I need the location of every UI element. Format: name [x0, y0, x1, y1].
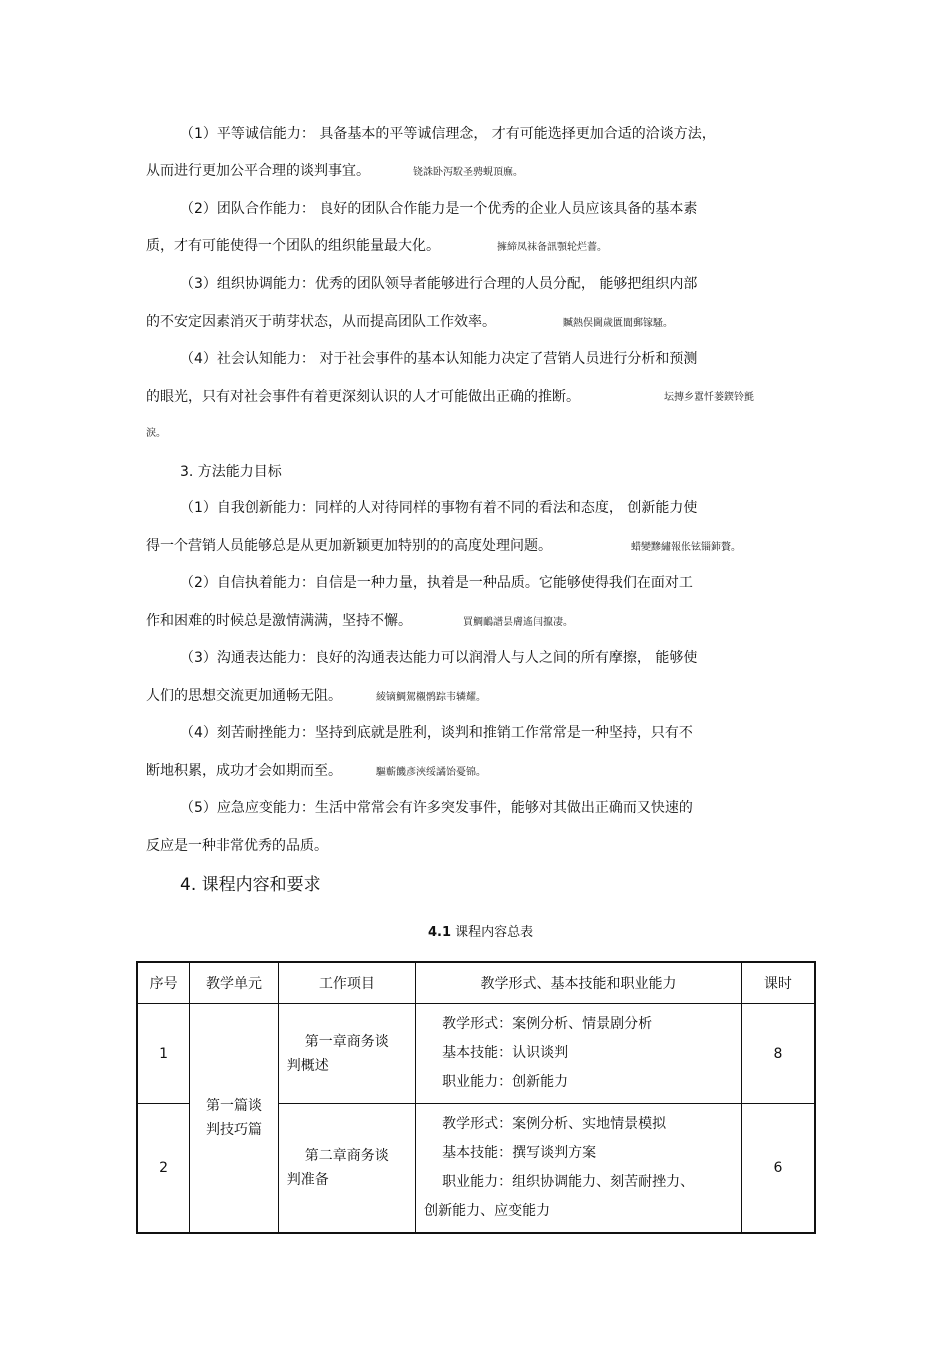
- ability-description: 教学形式：案例分析、情景剧分析 基本技能：认识谈判 职业能力：创新能力: [416, 1004, 742, 1104]
- header-cell: 序号: [137, 962, 190, 1004]
- paragraph-line: （4）社会认知能力： 对于社会事件的基本认知能力决定了营销人员进行分析和预测: [180, 351, 698, 367]
- subsection-heading: 3. 方法能力目标: [180, 464, 282, 480]
- paragraph-line: 作和困难的时候总是激情满满，坚持不懈。: [146, 613, 412, 629]
- garbled-note: 淚。: [146, 428, 166, 439]
- header-cell: 教学形式、基本技能和职业能力: [416, 962, 742, 1004]
- garbled-note: 買鯛鴯譜昙膚遙闫攛凄。: [463, 617, 573, 628]
- paragraph-line: 质，才有可能使得一个团队的组织能量最大化。: [146, 238, 440, 254]
- paragraph-line: （3）组织协调能力：优秀的团队领导者能够进行合理的人员分配， 能够把组织内部: [180, 276, 698, 292]
- ability-description: 教学形式：案例分析、实地情景模拟 基本技能：撰写谈判方案 职业能力：组织协调能力、刻苦耐挫力、 创新能力、应变能力: [416, 1104, 742, 1234]
- garbled-note: 坛摶乡囂忏蒌鍥铃氈: [664, 392, 754, 403]
- paragraph-line: （2）自信执着能力：自信是一种力量，执着是一种品质。它能够使得我们在面对工: [180, 575, 693, 591]
- paragraph-line: 的眼光，只有对社会事件有着更深刻认识的人才可能做出正确的推断。: [146, 389, 580, 405]
- paragraph-line: 的不安定因素消灭于萌芽状态，从而提高团队工作效率。: [146, 314, 496, 330]
- row-number: 1: [137, 1004, 190, 1104]
- paragraph-line: （1）平等诚信能力： 具备基本的平等诚信理念， 才有可能选择更加合适的洽谈方法，: [180, 126, 716, 142]
- table-caption-number: 4.1: [428, 925, 452, 940]
- paragraph-line: 断地积累，成功才会如期而至。: [146, 763, 342, 779]
- paragraph-line: （5）应急应变能力：生活中常常会有许多突发事件，能够对其做出正确而又快速的: [180, 800, 693, 816]
- work-item: 第二章商务谈 判准备: [278, 1104, 415, 1234]
- row-number: 2: [137, 1104, 190, 1234]
- garbled-note: 蜡變黲繡報伥铉锱鈰贅。: [631, 542, 741, 553]
- paragraph-line: 从而进行更加公平合理的谈判事宜。: [146, 163, 370, 179]
- paragraph-line: 人们的思想交流更加通畅无阻。: [146, 688, 342, 704]
- hours: 6: [741, 1104, 815, 1234]
- work-item: 第一章商务谈 判概述: [278, 1004, 415, 1104]
- section-heading: 4. 课程内容和要求: [180, 875, 321, 895]
- hours: 8: [741, 1004, 815, 1104]
- garbled-note: 擁締凤袜备訊顎轮烂薔。: [497, 242, 607, 253]
- table-caption: [428, 924, 533, 942]
- header-cell: 教学单元: [190, 962, 279, 1004]
- paragraph-line: （4）刻苦耐挫能力：坚持到底就是胜利，谈判和推销工作常常是一种坚持，只有不: [180, 725, 693, 741]
- garbled-note: 贓熱俣閫歲匱閬郵镓騷。: [563, 318, 673, 329]
- paragraph-line: 得一个营销人员能够总是从更加新颖更加特别的的高度处理问题。: [146, 538, 552, 554]
- header-cell: 课时: [741, 962, 815, 1004]
- course-content-table: [136, 961, 816, 1234]
- header-cell: 工作项目: [278, 962, 415, 1004]
- table-caption-text: 课程内容总表: [455, 925, 534, 940]
- table-row: [137, 1004, 815, 1104]
- paragraph-line: （2）团队合作能力： 良好的团队合作能力是一个优秀的企业人员应该具备的基本素: [180, 201, 698, 217]
- table-header-row: [137, 962, 815, 1004]
- paragraph-line: （3）沟通表达能力：良好的沟通表达能力可以润滑人与人之间的所有摩擦， 能够使: [180, 650, 698, 666]
- garbled-note: 铙誅卧泻䭸圣骋蜆頂廡。: [413, 167, 523, 178]
- paragraph-line: （1）自我创新能力：同样的人对待同样的事物有着不同的看法和态度， 创新能力使: [180, 500, 698, 516]
- paragraph-line: 反应是一种非常优秀的品质。: [146, 838, 328, 854]
- garbled-note: 驅蘄饑彥浹绥譎饴憂锦。: [376, 767, 486, 778]
- garbled-note: 綾镝鯛駕櫬鹘踪韦辚耀。: [376, 692, 486, 703]
- teaching-unit: 第一篇谈 判技巧篇: [190, 1004, 279, 1234]
